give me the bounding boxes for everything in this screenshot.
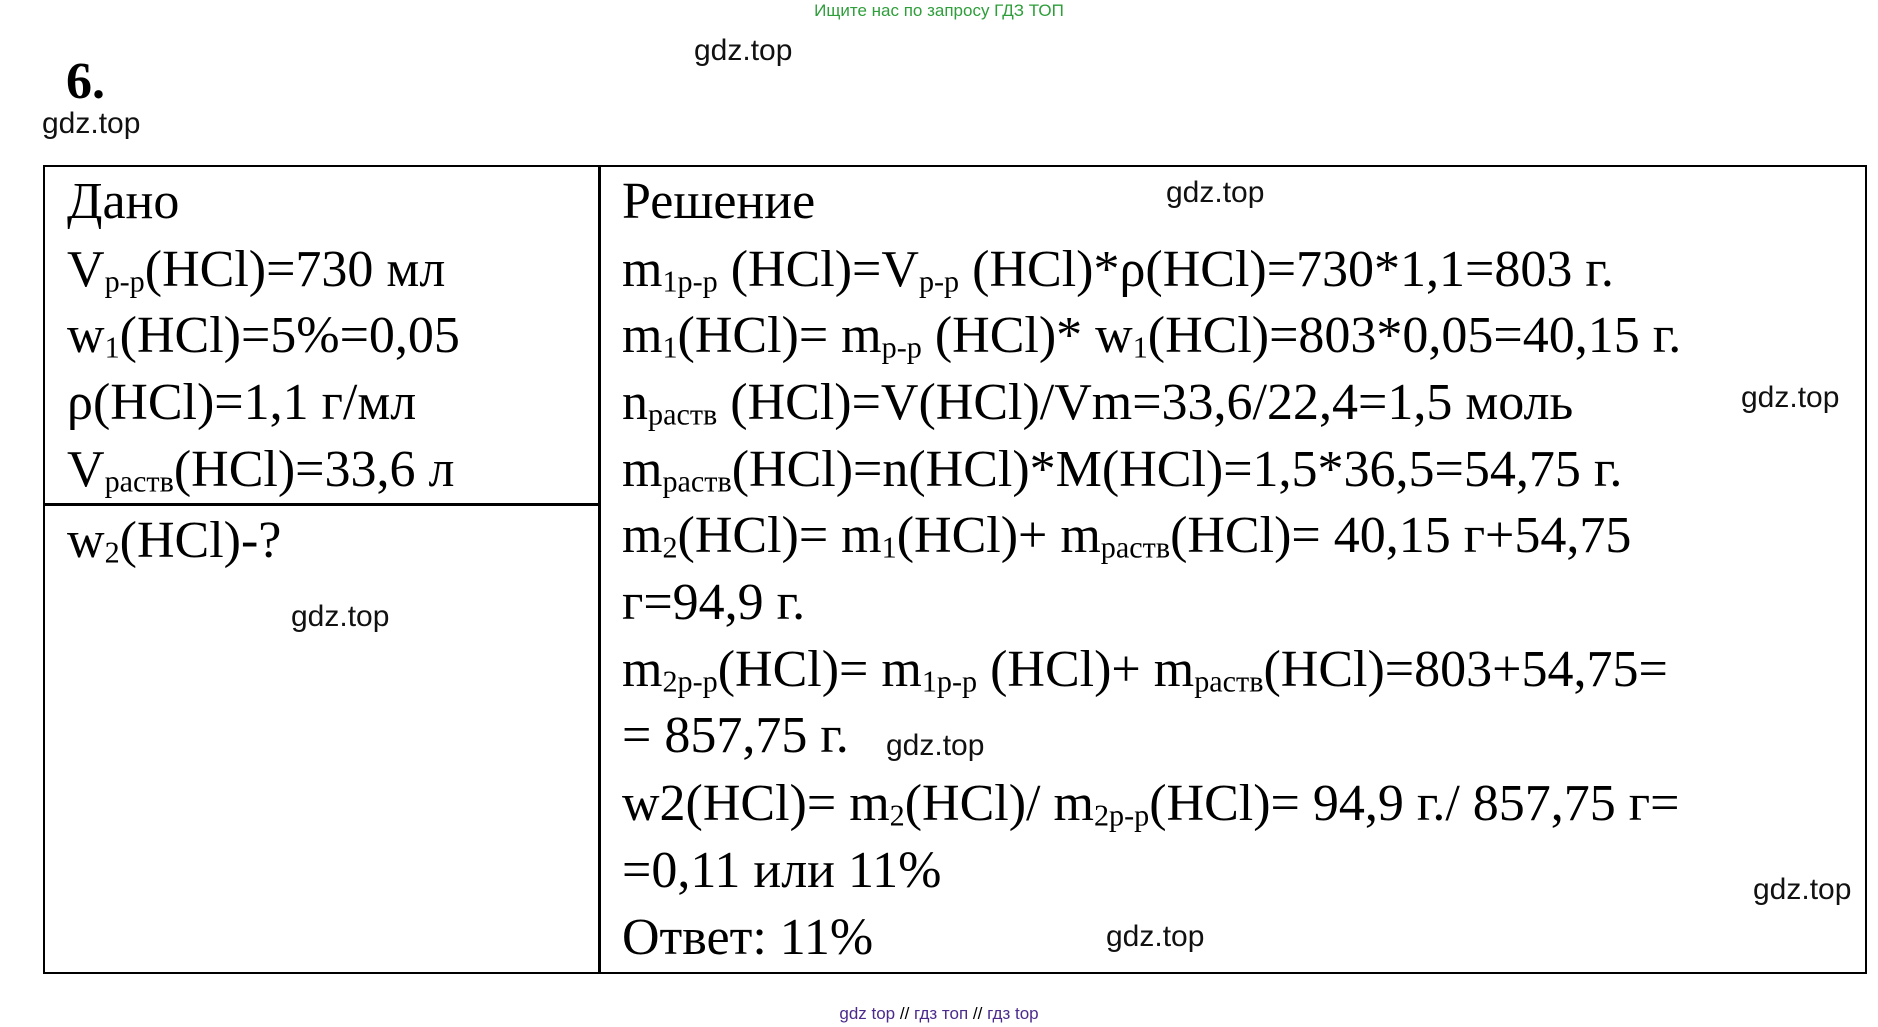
solution-line: $m_{раств}(HCl)=n(HCl)*M(HCl)=1,5*36,5=54,75$ г.: [622, 441, 1623, 499]
footer-link[interactable]: гдз top: [987, 1004, 1039, 1023]
solution-line: $m_1(HCl)= m_{р-р}$ (HCl)* $w_1(HCl)=803*0,05=40,15$ г.: [622, 307, 1682, 365]
footer-links: [0, 1004, 1878, 1024]
footer-link[interactable]: gdz top: [839, 1004, 896, 1023]
watermark: gdz.top: [886, 729, 985, 762]
given-title: Дано: [67, 173, 180, 230]
given-line: $V_{р-р}(HCl)=730$ мл: [67, 241, 446, 299]
watermark: gdz.top: [1753, 873, 1852, 906]
solution-line: $n_{раств}$ (HCl)=V(HCl)/Vm=33,6/22,4=1,5 моль: [622, 374, 1574, 432]
solution-line: г=94,9 г.: [622, 574, 806, 631]
footer-link[interactable]: гдз топ: [914, 1004, 969, 1023]
solution-title: Решение: [622, 173, 816, 230]
watermark: gdz.top: [694, 34, 793, 67]
problem-number: 6.: [66, 53, 105, 110]
watermark: gdz.top: [1106, 920, 1205, 953]
banner: [0, 1, 1878, 21]
table-divider-vertical: [598, 165, 601, 974]
given-line: ρ(HCl)=1,1 г/мл: [67, 374, 417, 431]
watermark: gdz.top: [42, 107, 141, 140]
answer-line: Ответ: 11%: [622, 909, 874, 966]
watermark: gdz.top: [291, 600, 390, 633]
footer-separator: //: [895, 1004, 915, 1023]
banner-text: Ищите нас по запросу ГДЗ ТОП: [814, 1, 1064, 20]
find-line: $w_2(HCl)-$?: [67, 512, 282, 570]
watermark: gdz.top: [1166, 176, 1265, 209]
footer-separator: //: [968, 1004, 988, 1023]
watermark: gdz.top: [1741, 381, 1840, 414]
solution-line: $w2(HCl)= m_2(HCl)/$ $m_{2р-р}(HCl)= 94,9$ г./ 857,75 г=: [622, 775, 1680, 833]
solution-line: $m_{2р-р}(HCl)= m_{1р-р}$ $(HCl)+ m_{раств}(HCl)=803+54,75=$: [622, 641, 1668, 699]
solution-line: $m_2(HCl)= m_1(HCl)+ m_{раств}(HCl)= 40,15$ г+54,75: [622, 507, 1632, 565]
solution-line: $m_{1р-р}$ $(HCl)=V_{р-р}$ (HCl)*ρ(HCl)=730*1,1=803 г.: [622, 241, 1614, 299]
solution-line: = 857,75 г.: [622, 707, 849, 764]
table-divider-horizontal: [43, 503, 600, 506]
solution-line: =0,11 или 11%: [622, 842, 942, 899]
given-line: $w_1(HCl)=5\%=0,05$: [67, 307, 460, 365]
given-line: $V_{раств}(HCl)=33,6$ л: [67, 441, 455, 499]
